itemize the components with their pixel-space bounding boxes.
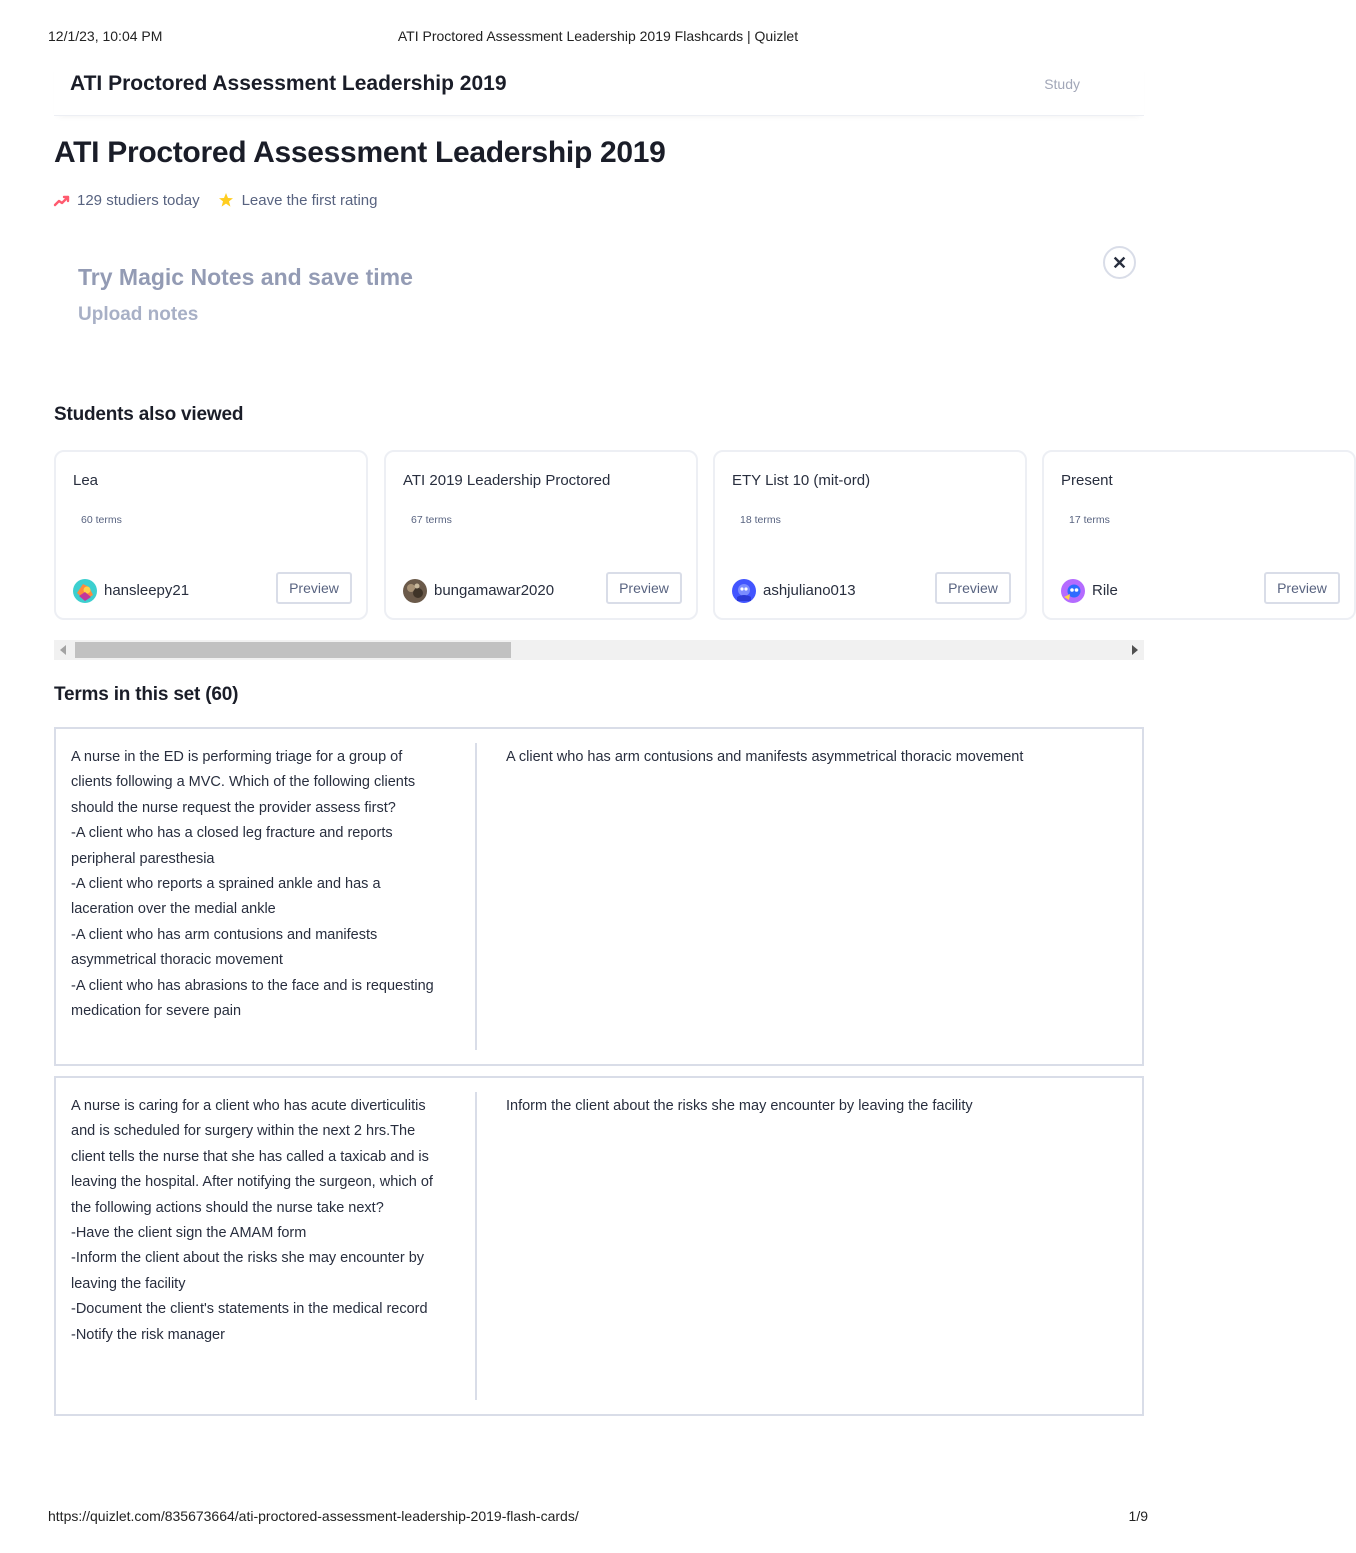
close-icon: ✕	[1111, 252, 1128, 273]
set-card-terms: 17 terms	[1069, 514, 1110, 526]
print-url: https://quizlet.com/835673664/ati-proctored-assessment-leadership-2019-flash-cards/	[48, 1508, 579, 1524]
set-card-title: Present	[1061, 472, 1113, 489]
trend-up-icon	[54, 194, 70, 206]
set-card-username[interactable]: bungamawar2020	[434, 582, 555, 599]
print-header	[48, 28, 1148, 48]
set-stats	[54, 190, 378, 210]
scroll-left-arrow-icon[interactable]	[60, 645, 66, 655]
term-divider	[475, 1092, 477, 1400]
set-card[interactable]	[713, 450, 1027, 620]
study-button[interactable]: Study	[1044, 76, 1080, 92]
set-card[interactable]	[384, 450, 698, 620]
term-word: A nurse is caring for a client who has acute diverticulitis and is scheduled for surgery within the next 2 hrs.The client tells the nurse that she has called a taxicab and is leaving the hospital. After notifying the surgeon, which of the following actions should the nurse take next? -Have the client sign the AMAM form -Inform the client about the risks she may encounter by leaving the facility -Document the client's statements in the medical record -Notify the risk manager	[71, 1098, 433, 1343]
set-card-title: ETY List 10 (mit-ord)	[732, 472, 871, 489]
term-divider	[475, 743, 477, 1050]
set-card-terms: 67 terms	[411, 514, 452, 526]
preview-button[interactable]: Preview	[935, 572, 1011, 604]
term-definition: A client who has arm contusions and manifests asymmetrical thoracic movement	[506, 749, 1024, 765]
students-also-viewed-carousel	[54, 450, 1327, 622]
term-card	[54, 727, 1144, 1066]
term-word: A nurse in the ED is performing triage for a group of clients following a MVC. Which of the following clients should the nurse request the provider assess first? -A client who has a closed leg fracture and reports peripheral paresthesia -A client who reports a sprained ankle and has a laceration over the medial ankle -A client who has arm contusions and manifests asymmetrical thoracic movement -A client who has abrasions to the face and is requesting medication for severe pain	[71, 749, 434, 1020]
print-page-number: 1/9	[1128, 1508, 1148, 1524]
upload-notes-link[interactable]: Upload notes	[78, 304, 199, 325]
header-set-title: ATI Proctored Assessment Leadership 2019	[70, 72, 507, 95]
set-card-terms: 18 terms	[740, 514, 781, 526]
set-card-username[interactable]: Rile	[1092, 582, 1118, 599]
preview-button[interactable]: Preview	[606, 572, 682, 604]
set-card[interactable]	[1042, 450, 1356, 620]
set-card[interactable]	[54, 450, 368, 620]
set-card-title: Lea	[73, 472, 99, 489]
print-datetime: 12/1/23, 10:04 PM	[48, 28, 163, 44]
avatar	[1061, 579, 1085, 603]
preview-button[interactable]: Preview	[276, 572, 352, 604]
magic-notes-title: Try Magic Notes and save time	[78, 264, 413, 290]
avatar	[403, 579, 427, 603]
avatar	[732, 579, 756, 603]
page-title: ATI Proctored Assessment Leadership 2019	[54, 136, 666, 169]
carousel-scrollbar[interactable]	[54, 640, 1144, 660]
term-definition: Inform the client about the risks she may encounter by leaving the facility	[506, 1098, 973, 1114]
scrollbar-thumb[interactable]	[75, 642, 511, 658]
sticky-header	[54, 62, 1144, 116]
scroll-right-arrow-icon[interactable]	[1132, 645, 1138, 655]
set-card-username[interactable]: ashjuliano013	[763, 582, 856, 599]
avatar	[73, 579, 97, 603]
rating-link[interactable]: Leave the first rating	[241, 191, 378, 209]
print-footer	[48, 1508, 1148, 1528]
set-card-username[interactable]: hansleepy21	[104, 582, 190, 599]
print-document-title: ATI Proctored Assessment Leadership 2019 Flashcards | Quizlet	[397, 28, 799, 44]
preview-button[interactable]: Preview	[1264, 572, 1340, 604]
term-card	[54, 1076, 1144, 1416]
terms-heading: Terms in this set (60)	[54, 684, 239, 705]
set-card-terms: 60 terms	[81, 514, 122, 526]
set-card-title: ATI 2019 Leadership Proctored	[403, 472, 611, 489]
close-promo-button[interactable]	[1103, 246, 1136, 279]
students-also-viewed-heading: Students also viewed	[54, 404, 244, 425]
studiers-count: 129 studiers today	[77, 191, 200, 209]
star-icon[interactable]	[218, 192, 234, 208]
